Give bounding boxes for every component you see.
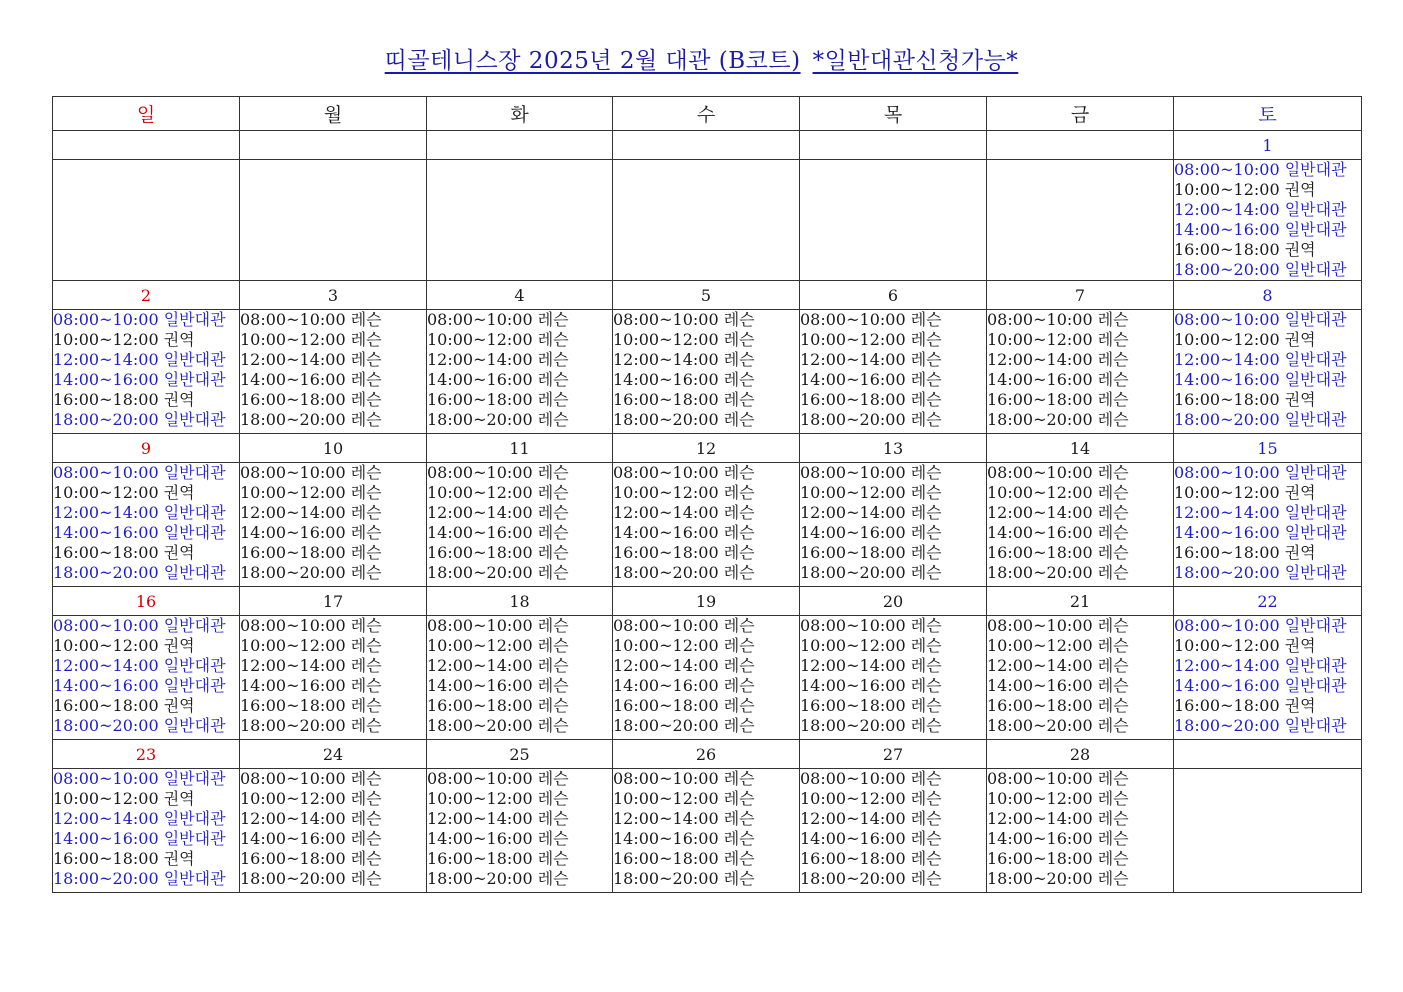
slot-entry: 14:00~16:00 레슨: [240, 829, 382, 848]
slot-entry: 10:00~12:00 권역: [53, 636, 195, 655]
day-schedule-cell: [1174, 616, 1362, 740]
day-number: 16: [53, 587, 240, 616]
slot-public-rental: 12:00~14:00 일반대관: [53, 809, 226, 828]
slot-entry: 08:00~10:00 레슨: [800, 769, 942, 788]
day-schedule-cell: [987, 769, 1174, 893]
slot-entry: 12:00~14:00 레슨: [800, 656, 942, 675]
slot-entry: 08:00~10:00 레슨: [613, 310, 755, 329]
slot-entry: 16:00~18:00 권역: [53, 543, 195, 562]
slot-public-rental: 08:00~10:00 일반대관: [1174, 160, 1347, 179]
slot-public-rental: 14:00~16:00 일반대관: [53, 523, 226, 542]
week-schedule-row: [53, 769, 1362, 893]
slot-entry: 16:00~18:00 권역: [1174, 240, 1316, 259]
slot-public-rental: 12:00~14:00 일반대관: [1174, 503, 1347, 522]
slot-public-rental: 18:00~20:00 일반대관: [53, 869, 226, 888]
day-number: 21: [987, 587, 1174, 616]
slot-entry: 18:00~20:00 레슨: [987, 563, 1129, 582]
slot-entry: 10:00~12:00 레슨: [427, 789, 569, 808]
slot-entry: 14:00~16:00 레슨: [240, 370, 382, 389]
day-number: [1174, 740, 1362, 769]
slot-public-rental: 08:00~10:00 일반대관: [1174, 463, 1347, 482]
day-schedule-cell: [53, 769, 240, 893]
weekday-header-wed: 수: [613, 97, 800, 131]
day-schedule-cell: [613, 769, 800, 893]
title-note: *일반대관신청가능*: [812, 48, 1019, 74]
day-schedule-cell: [800, 160, 987, 281]
day-schedule-cell: [1174, 160, 1362, 281]
slot-entry: 08:00~10:00 레슨: [427, 310, 569, 329]
slot-entry: 14:00~16:00 레슨: [987, 676, 1129, 695]
slot-entry: 18:00~20:00 레슨: [240, 869, 382, 888]
slot-entry: 16:00~18:00 레슨: [987, 849, 1129, 868]
week-date-row: [53, 131, 1362, 160]
slot-entry: 12:00~14:00 레슨: [800, 350, 942, 369]
slot-entry: 08:00~10:00 레슨: [427, 463, 569, 482]
day-schedule-cell: [613, 616, 800, 740]
day-number: 11: [427, 434, 613, 463]
slot-entry: 16:00~18:00 레슨: [240, 543, 382, 562]
day-number: 17: [240, 587, 427, 616]
weekday-header-sun: 일: [53, 97, 240, 131]
day-number: [427, 131, 613, 160]
slot-public-rental: 12:00~14:00 일반대관: [53, 656, 226, 675]
slot-entry: 10:00~12:00 레슨: [613, 636, 755, 655]
slot-entry: 18:00~20:00 레슨: [800, 869, 942, 888]
slot-entry: 10:00~12:00 레슨: [987, 330, 1129, 349]
slot-public-rental: 08:00~10:00 일반대관: [1174, 310, 1347, 329]
slot-entry: 16:00~18:00 레슨: [427, 543, 569, 562]
slot-entry: 08:00~10:00 레슨: [987, 310, 1129, 329]
slot-entry: 12:00~14:00 레슨: [427, 656, 569, 675]
slot-entry: 14:00~16:00 레슨: [987, 523, 1129, 542]
slot-entry: 16:00~18:00 레슨: [427, 849, 569, 868]
slot-entry: 12:00~14:00 레슨: [427, 503, 569, 522]
slot-entry: 10:00~12:00 권역: [1174, 180, 1316, 199]
slot-entry: 16:00~18:00 권역: [1174, 390, 1316, 409]
day-number: [800, 131, 987, 160]
slot-entry: 12:00~14:00 레슨: [987, 503, 1129, 522]
weekday-header-fri: 금: [987, 97, 1174, 131]
slot-entry: 08:00~10:00 레슨: [987, 769, 1129, 788]
slot-public-rental: 18:00~20:00 일반대관: [1174, 260, 1347, 279]
slot-entry: 16:00~18:00 레슨: [987, 543, 1129, 562]
slot-entry: 14:00~16:00 레슨: [427, 523, 569, 542]
slot-entry: 08:00~10:00 레슨: [800, 616, 942, 635]
slot-entry: 14:00~16:00 레슨: [800, 676, 942, 695]
day-number: 20: [800, 587, 987, 616]
day-schedule-cell: [427, 160, 613, 281]
week-date-row: [53, 281, 1362, 310]
slot-entry: 10:00~12:00 레슨: [427, 636, 569, 655]
calendar-table: [52, 96, 1362, 893]
slot-entry: 14:00~16:00 레슨: [427, 829, 569, 848]
day-number: 12: [613, 434, 800, 463]
day-schedule-cell: [800, 463, 987, 587]
day-number: 10: [240, 434, 427, 463]
slot-entry: 16:00~18:00 권역: [1174, 696, 1316, 715]
day-number: 22: [1174, 587, 1362, 616]
slot-entry: 10:00~12:00 권역: [1174, 636, 1316, 655]
day-schedule-cell: [800, 769, 987, 893]
day-number: 4: [427, 281, 613, 310]
slot-entry: 10:00~12:00 레슨: [427, 483, 569, 502]
slot-public-rental: 14:00~16:00 일반대관: [1174, 370, 1347, 389]
day-number: 24: [240, 740, 427, 769]
slot-entry: 14:00~16:00 레슨: [800, 370, 942, 389]
slot-entry: 08:00~10:00 레슨: [613, 616, 755, 635]
weekday-header-sat: 토: [1174, 97, 1362, 131]
day-number: 15: [1174, 434, 1362, 463]
week-date-row: [53, 434, 1362, 463]
slot-entry: 10:00~12:00 레슨: [987, 789, 1129, 808]
slot-public-rental: 08:00~10:00 일반대관: [1174, 616, 1347, 635]
slot-entry: 18:00~20:00 레슨: [613, 410, 755, 429]
weekday-header-tue: 화: [427, 97, 613, 131]
slot-public-rental: 18:00~20:00 일반대관: [1174, 410, 1347, 429]
slot-entry: 08:00~10:00 레슨: [800, 463, 942, 482]
slot-entry: 12:00~14:00 레슨: [240, 350, 382, 369]
slot-public-rental: 08:00~10:00 일반대관: [53, 616, 226, 635]
day-schedule-cell: [1174, 310, 1362, 434]
slot-public-rental: 18:00~20:00 일반대관: [1174, 716, 1347, 735]
week-date-row: [53, 740, 1362, 769]
slot-public-rental: 14:00~16:00 일반대관: [53, 676, 226, 695]
slot-entry: 16:00~18:00 레슨: [427, 696, 569, 715]
week-schedule-row: [53, 463, 1362, 587]
slot-public-rental: 12:00~14:00 일반대관: [1174, 656, 1347, 675]
slot-entry: 18:00~20:00 레슨: [800, 563, 942, 582]
slot-public-rental: 14:00~16:00 일반대관: [1174, 676, 1347, 695]
day-number: 1: [1174, 131, 1362, 160]
day-schedule-cell: [53, 160, 240, 281]
slot-entry: 14:00~16:00 레슨: [987, 370, 1129, 389]
slot-entry: 08:00~10:00 레슨: [240, 310, 382, 329]
day-schedule-cell: [987, 616, 1174, 740]
day-schedule-cell: [800, 310, 987, 434]
slot-entry: 14:00~16:00 레슨: [800, 829, 942, 848]
slot-entry: 10:00~12:00 레슨: [240, 636, 382, 655]
slot-entry: 08:00~10:00 레슨: [987, 463, 1129, 482]
day-schedule-cell: [53, 310, 240, 434]
slot-entry: 10:00~12:00 레슨: [800, 330, 942, 349]
slot-entry: 16:00~18:00 레슨: [987, 390, 1129, 409]
title-main: 띠골테니스장 2025년 2월 대관 (B코트): [384, 48, 801, 74]
day-number: 26: [613, 740, 800, 769]
slot-public-rental: 18:00~20:00 일반대관: [53, 563, 226, 582]
slot-entry: 16:00~18:00 레슨: [987, 696, 1129, 715]
slot-entry: 12:00~14:00 레슨: [987, 809, 1129, 828]
day-number: 9: [53, 434, 240, 463]
slot-public-rental: 08:00~10:00 일반대관: [53, 463, 226, 482]
day-schedule-cell: [427, 616, 613, 740]
day-number: 13: [800, 434, 987, 463]
day-schedule-cell: [1174, 769, 1362, 893]
slot-entry: 10:00~12:00 권역: [1174, 483, 1316, 502]
slot-entry: 08:00~10:00 레슨: [427, 769, 569, 788]
slot-entry: 10:00~12:00 레슨: [987, 483, 1129, 502]
slot-entry: 18:00~20:00 레슨: [987, 410, 1129, 429]
slot-entry: 08:00~10:00 레슨: [427, 616, 569, 635]
slot-public-rental: 12:00~14:00 일반대관: [53, 503, 226, 522]
slot-entry: 10:00~12:00 레슨: [240, 330, 382, 349]
slot-public-rental: 14:00~16:00 일반대관: [1174, 220, 1347, 239]
slot-entry: 12:00~14:00 레슨: [987, 656, 1129, 675]
slot-entry: 10:00~12:00 레슨: [800, 789, 942, 808]
slot-entry: 10:00~12:00 레슨: [240, 789, 382, 808]
slot-entry: 10:00~12:00 레슨: [613, 483, 755, 502]
day-number: [53, 131, 240, 160]
page-title: [0, 42, 1403, 75]
slot-entry: 10:00~12:00 권역: [1174, 330, 1316, 349]
slot-entry: 14:00~16:00 레슨: [427, 676, 569, 695]
slot-entry: 16:00~18:00 레슨: [800, 390, 942, 409]
slot-entry: 18:00~20:00 레슨: [613, 716, 755, 735]
slot-entry: 08:00~10:00 레슨: [240, 769, 382, 788]
slot-entry: 12:00~14:00 레슨: [987, 350, 1129, 369]
day-schedule-cell: [427, 463, 613, 587]
slot-entry: 16:00~18:00 레슨: [240, 849, 382, 868]
slot-public-rental: 08:00~10:00 일반대관: [53, 769, 226, 788]
slot-entry: 10:00~12:00 레슨: [800, 483, 942, 502]
day-schedule-cell: [53, 463, 240, 587]
day-number: 27: [800, 740, 987, 769]
slot-public-rental: 14:00~16:00 일반대관: [53, 829, 226, 848]
slot-entry: 10:00~12:00 권역: [53, 483, 195, 502]
slot-public-rental: 12:00~14:00 일반대관: [53, 350, 226, 369]
slot-entry: 12:00~14:00 레슨: [613, 350, 755, 369]
slot-public-rental: 18:00~20:00 일반대관: [53, 410, 226, 429]
slot-entry: 08:00~10:00 레슨: [613, 769, 755, 788]
slot-entry: 14:00~16:00 레슨: [987, 829, 1129, 848]
day-number: [987, 131, 1174, 160]
day-number: [240, 131, 427, 160]
slot-entry: 14:00~16:00 레슨: [613, 523, 755, 542]
day-schedule-cell: [1174, 463, 1362, 587]
slot-entry: 12:00~14:00 레슨: [613, 656, 755, 675]
weekday-header-thu: 목: [800, 97, 987, 131]
slot-entry: 16:00~18:00 레슨: [613, 849, 755, 868]
day-number: 7: [987, 281, 1174, 310]
slot-entry: 14:00~16:00 레슨: [613, 676, 755, 695]
slot-entry: 16:00~18:00 레슨: [800, 543, 942, 562]
day-schedule-cell: [613, 160, 800, 281]
slot-entry: 16:00~18:00 권역: [1174, 543, 1316, 562]
day-schedule-cell: [987, 160, 1174, 281]
slot-entry: 18:00~20:00 레슨: [987, 716, 1129, 735]
slot-entry: 14:00~16:00 레슨: [240, 523, 382, 542]
day-number: 2: [53, 281, 240, 310]
slot-entry: 18:00~20:00 레슨: [800, 716, 942, 735]
day-schedule-cell: [240, 310, 427, 434]
day-number: 6: [800, 281, 987, 310]
slot-entry: 18:00~20:00 레슨: [240, 563, 382, 582]
slot-entry: 10:00~12:00 레슨: [427, 330, 569, 349]
week-schedule-row: [53, 310, 1362, 434]
slot-entry: 16:00~18:00 권역: [53, 849, 195, 868]
slot-public-rental: 14:00~16:00 일반대관: [53, 370, 226, 389]
day-number: 18: [427, 587, 613, 616]
day-schedule-cell: [240, 463, 427, 587]
slot-entry: 12:00~14:00 레슨: [240, 503, 382, 522]
slot-entry: 10:00~12:00 레슨: [240, 483, 382, 502]
slot-entry: 12:00~14:00 레슨: [613, 503, 755, 522]
slot-entry: 12:00~14:00 레슨: [800, 809, 942, 828]
slot-entry: 16:00~18:00 레슨: [427, 390, 569, 409]
weekday-header-mon: 월: [240, 97, 427, 131]
day-number: 23: [53, 740, 240, 769]
slot-entry: 08:00~10:00 레슨: [800, 310, 942, 329]
slot-entry: 12:00~14:00 레슨: [427, 809, 569, 828]
slot-entry: 18:00~20:00 레슨: [240, 716, 382, 735]
slot-entry: 14:00~16:00 레슨: [427, 370, 569, 389]
slot-public-rental: 18:00~20:00 일반대관: [53, 716, 226, 735]
slot-public-rental: 18:00~20:00 일반대관: [1174, 563, 1347, 582]
slot-entry: 16:00~18:00 레슨: [240, 696, 382, 715]
calendar-body: [53, 131, 1362, 893]
slot-entry: 14:00~16:00 레슨: [240, 676, 382, 695]
slot-entry: 16:00~18:00 레슨: [613, 543, 755, 562]
day-schedule-cell: [987, 463, 1174, 587]
day-schedule-cell: [53, 616, 240, 740]
day-number: 8: [1174, 281, 1362, 310]
day-number: 5: [613, 281, 800, 310]
slot-entry: 18:00~20:00 레슨: [613, 563, 755, 582]
day-schedule-cell: [240, 769, 427, 893]
day-number: 19: [613, 587, 800, 616]
slot-entry: 14:00~16:00 레슨: [613, 829, 755, 848]
day-schedule-cell: [613, 310, 800, 434]
slot-entry: 08:00~10:00 레슨: [240, 463, 382, 482]
slot-public-rental: 12:00~14:00 일반대관: [1174, 350, 1347, 369]
week-schedule-row: [53, 160, 1362, 281]
slot-entry: 08:00~10:00 레슨: [240, 616, 382, 635]
day-number: 3: [240, 281, 427, 310]
slot-entry: 10:00~12:00 권역: [53, 330, 195, 349]
slot-entry: 16:00~18:00 권역: [53, 390, 195, 409]
slot-entry: 08:00~10:00 레슨: [613, 463, 755, 482]
slot-entry: 16:00~18:00 레슨: [613, 390, 755, 409]
slot-entry: 10:00~12:00 레슨: [613, 789, 755, 808]
week-date-row: [53, 587, 1362, 616]
slot-entry: 16:00~18:00 권역: [53, 696, 195, 715]
day-number: 25: [427, 740, 613, 769]
slot-entry: 18:00~20:00 레슨: [427, 563, 569, 582]
day-schedule-cell: [800, 616, 987, 740]
slot-entry: 10:00~12:00 권역: [53, 789, 195, 808]
week-schedule-row: [53, 616, 1362, 740]
slot-entry: 10:00~12:00 레슨: [800, 636, 942, 655]
slot-entry: 18:00~20:00 레슨: [800, 410, 942, 429]
slot-public-rental: 14:00~16:00 일반대관: [1174, 523, 1347, 542]
slot-entry: 12:00~14:00 레슨: [240, 809, 382, 828]
day-schedule-cell: [240, 160, 427, 281]
slot-entry: 14:00~16:00 레슨: [800, 523, 942, 542]
slot-entry: 18:00~20:00 레슨: [427, 410, 569, 429]
slot-entry: 10:00~12:00 레슨: [613, 330, 755, 349]
day-schedule-cell: [240, 616, 427, 740]
slot-entry: 16:00~18:00 레슨: [613, 696, 755, 715]
day-schedule-cell: [427, 769, 613, 893]
day-schedule-cell: [987, 310, 1174, 434]
slot-entry: 18:00~20:00 레슨: [240, 410, 382, 429]
slot-entry: 16:00~18:00 레슨: [800, 696, 942, 715]
slot-entry: 12:00~14:00 레슨: [613, 809, 755, 828]
slot-entry: 10:00~12:00 레슨: [987, 636, 1129, 655]
day-number: 28: [987, 740, 1174, 769]
slot-entry: 08:00~10:00 레슨: [987, 616, 1129, 635]
slot-entry: 14:00~16:00 레슨: [613, 370, 755, 389]
day-number: 14: [987, 434, 1174, 463]
weekday-header-row: [53, 97, 1362, 131]
slot-entry: 18:00~20:00 레슨: [427, 869, 569, 888]
day-number: [613, 131, 800, 160]
slot-entry: 18:00~20:00 레슨: [987, 869, 1129, 888]
slot-entry: 12:00~14:00 레슨: [427, 350, 569, 369]
slot-entry: 18:00~20:00 레슨: [613, 869, 755, 888]
slot-entry: 18:00~20:00 레슨: [427, 716, 569, 735]
day-schedule-cell: [427, 310, 613, 434]
slot-entry: 16:00~18:00 레슨: [240, 390, 382, 409]
slot-entry: 16:00~18:00 레슨: [800, 849, 942, 868]
day-schedule-cell: [613, 463, 800, 587]
slot-public-rental: 12:00~14:00 일반대관: [1174, 200, 1347, 219]
slot-entry: 12:00~14:00 레슨: [800, 503, 942, 522]
slot-public-rental: 08:00~10:00 일반대관: [53, 310, 226, 329]
slot-entry: 12:00~14:00 레슨: [240, 656, 382, 675]
